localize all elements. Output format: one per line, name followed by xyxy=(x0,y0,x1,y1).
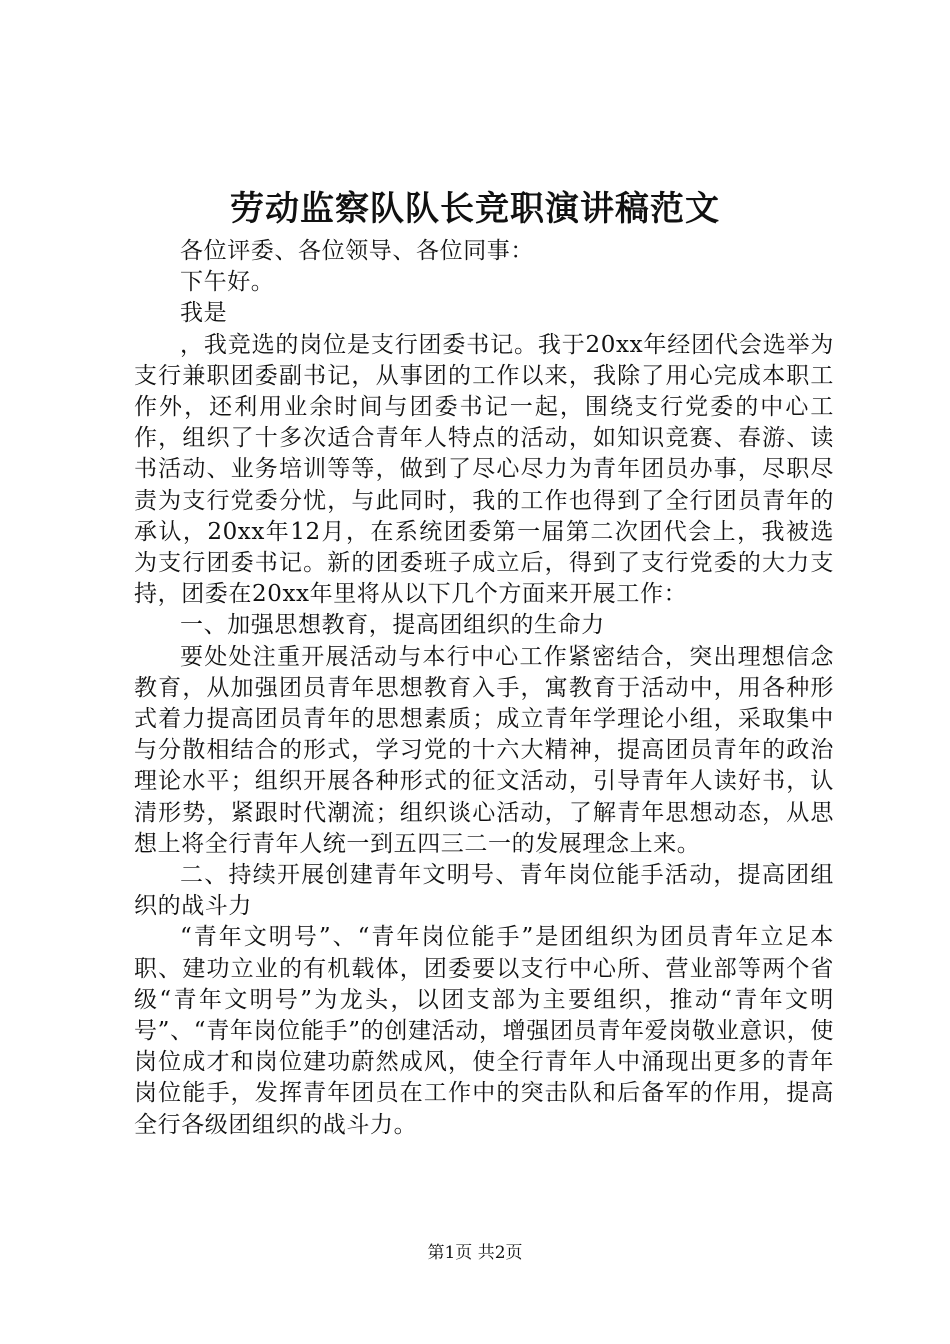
document-title: 劳动监察队队长竞职演讲稿范文 xyxy=(230,189,720,229)
document-body xyxy=(134,236,834,1141)
paragraph-background: ，我竞选的岗位是支行团委书记。我于20xx年经团代会选举为支行兼职团委副书记，从事团的工作以来，我除了用心完成本职工作外，还利用业余时间与团委书记一起，围绕支行党委的中心工作，组织了十多次适合青年人特点的活动，如知识竞赛、春游、读书活动、业务培训等等，做到了尽心尽力为青年团员办事，尽职尽责为支行党委分忧，与此同时，我的工作也得到了全行团员青年的承认，20xx年12月，在系统团委第一届第二次团代会上，我被选为支行团委书记。新的团委班子成立后，得到了支行党委的大力支持，团委在20xx年里将从以下几个方面来开展工作： xyxy=(134,331,834,608)
paragraph-salutation: 各位评委、各位领导、各位同事： xyxy=(180,238,534,264)
paragraph-self-intro: 我是 xyxy=(180,300,228,327)
paragraph-section-2-body: “青年文明号”、“青年岗位能手”是团组织为团员青年立足本职、建功立业的有机载体，团委要以支行中心所、营业部等两个省级“青年文明号”为龙头，以团支部为主要组织，推动“青年文明号”、“青年岗位能手”的创建活动，增强团员青年爱岗敬业意识，使岗位成才和岗位建功蔚然成风，使全行青年人中涌现出更多的青年岗位能手，发挥青年团员在工作中的突击队和后备军的作用，提高全行各级团组织的战斗力。 xyxy=(134,924,834,1138)
paragraph-greeting: 下午好。 xyxy=(180,269,275,296)
page-footer: 第1页 共2页 xyxy=(427,1243,523,1263)
paragraph-section-1-body: 要处处注重开展活动与本行中心工作紧密结合，突出理想信念教育，从加强团员青年思想教育入手，寓教育于活动中，用各种形式着力提高团员青年的思想素质；成立青年学理论小组，采取集中与分散相结合的形式，学习党的十六大精神，提高团员青年的政治理论水平；组织开展各种形式的征文活动，引导青年人读好书，认清形势，紧跟时代潮流；组织谈心活动，了解青年思想动态，从思想上将全行青年人统一到五四三二一的发展理念上来。 xyxy=(134,643,834,857)
paragraph-section-2-heading: 二、持续开展创建青年文明号、青年岗位能手活动，提高团组织的战斗力 xyxy=(134,862,834,920)
paragraph-section-1-heading: 一、加强思想教育，提高团组织的生命力 xyxy=(180,612,605,639)
